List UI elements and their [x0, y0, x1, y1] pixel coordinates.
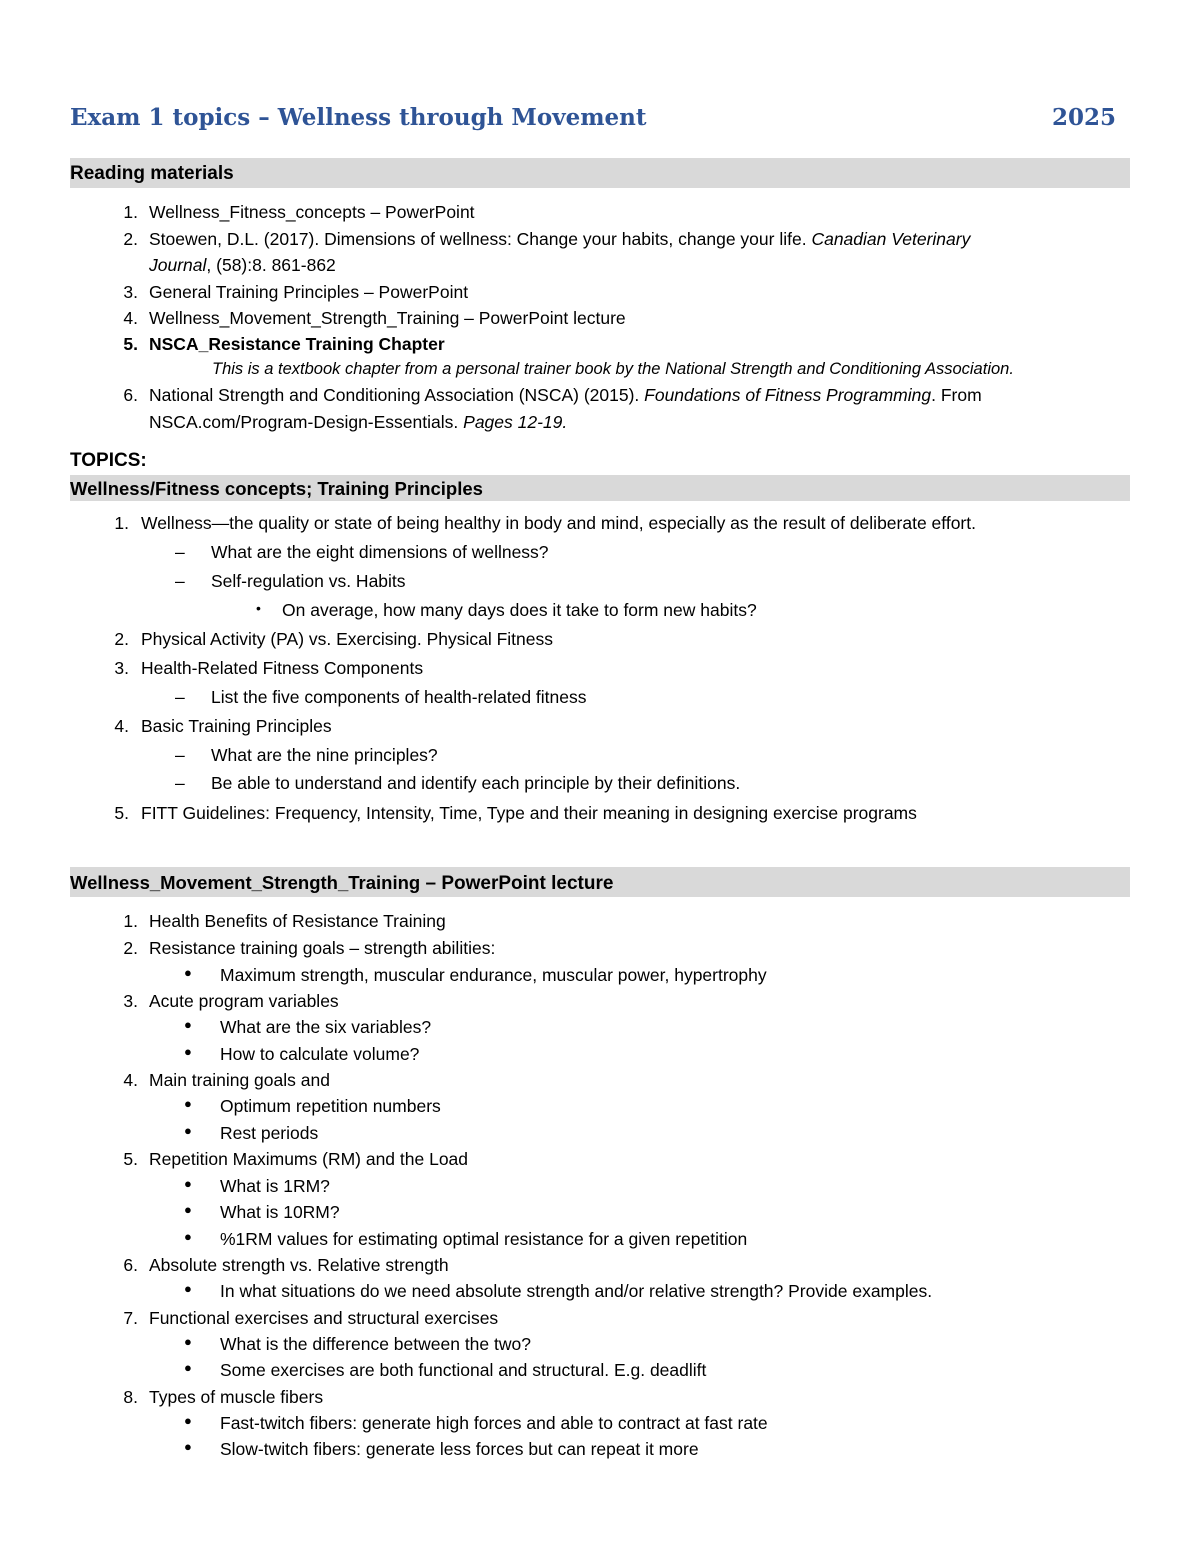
bullet-icon: ● — [184, 1096, 192, 1111]
strength-4-sub-2: Rest periods — [220, 1123, 319, 1143]
topic-item-5: FITT Guidelines: Frequency, Intensity, Time, Type and their meaning in designing exercise programs — [141, 803, 917, 823]
strength-8-sub-1: Fast-twitch fibers: generate high forces and able to contract at fast rate — [220, 1413, 768, 1433]
bullet-icon: ● — [184, 1413, 192, 1428]
topic-item-3: Health-Related Fitness Components — [141, 658, 424, 678]
bullet-icon: ● — [184, 1281, 192, 1296]
strength-item-6: Absolute strength vs. Relative strength — [149, 1255, 449, 1275]
strength-item-5: Repetition Maximums (RM) and the Load — [149, 1149, 469, 1169]
bullet-icon: ● — [184, 1017, 192, 1032]
topics-label: TOPICS: — [70, 450, 147, 471]
dash-icon: – — [175, 571, 185, 591]
strength-8-sub-2: Slow-twitch fibers: generate less forces but can repeat it more — [220, 1439, 699, 1459]
strength-5-sub-1: What is 1RM? — [220, 1176, 330, 1196]
dash-icon: – — [175, 773, 185, 793]
bullet-icon: ● — [184, 1360, 192, 1375]
bullet-icon: • — [256, 600, 261, 616]
topic-item-2: Physical Activity (PA) vs. Exercising. Physical Fitness — [141, 629, 554, 649]
document-title — [70, 104, 1116, 131]
bullet-icon: ● — [184, 1202, 192, 1217]
strength-4-sub-1: Optimum repetition numbers — [220, 1096, 441, 1116]
topic-3-sub-1: List the five components of health-related fitness — [211, 687, 587, 707]
strength-item-1: Health Benefits of Resistance Training — [149, 911, 446, 931]
reading-heading: Reading materials — [70, 158, 1130, 188]
bullet-icon: ● — [184, 1176, 192, 1191]
strength-6-sub-1: In what situations do we need absolute strength and/or relative strength? Provide examples. — [220, 1281, 933, 1301]
topics-heading: Wellness/Fitness concepts; Training Principles — [70, 475, 1130, 501]
strength-item-4: Main training goals and — [149, 1070, 330, 1090]
topic-1-sub-2: Self-regulation vs. Habits — [211, 571, 406, 591]
reading-item-4: Wellness_Movement_Strength_Training – PowerPoint lecture — [149, 308, 626, 328]
reading-item-6-cont: NSCA.com/Program-Design-Essentials. Pages 12-19. — [149, 412, 568, 432]
topic-1-subsub: On average, how many days does it take to form new habits? — [282, 600, 757, 620]
bullet-icon: ● — [184, 1229, 192, 1244]
strength-2-sub-1: Maximum strength, muscular endurance, muscular power, hypertrophy — [220, 965, 767, 985]
reading-item-5-note: This is a textbook chapter from a personal trainer book by the National Strength and Conditioning Association. — [212, 360, 1014, 378]
dash-icon: – — [175, 745, 185, 765]
bullet-icon: ● — [184, 1439, 192, 1454]
strength-heading: Wellness_Movement_Strength_Training – PowerPoint lecture — [70, 867, 1130, 897]
topic-item-1: Wellness—the quality or state of being healthy in body and mind, especially as the result of deliberate effort. — [141, 513, 976, 533]
reading-item-2: Stoewen, D.L. (2017). Dimensions of wellness: Change your habits, change your life. Canadian Veterinary — [149, 229, 971, 249]
bullet-icon: ● — [184, 1334, 192, 1349]
reading-item-2-cont: Journal, (58):8. 861-862 — [149, 255, 336, 275]
strength-7-sub-1: What is the difference between the two? — [220, 1334, 531, 1354]
reading-item-5: NSCA_Resistance Training Chapter — [149, 334, 445, 354]
strength-item-8: Types of muscle fibers — [149, 1387, 324, 1407]
reading-item-3: General Training Principles – PowerPoint — [149, 282, 469, 302]
topic-4-sub-1: What are the nine principles? — [211, 745, 438, 765]
title-text: Exam 1 topics – Wellness through Movement — [70, 104, 647, 131]
strength-7-sub-2: Some exercises are both functional and structural. E.g. deadlift — [220, 1360, 707, 1380]
strength-5-sub-3: %1RM values for estimating optimal resistance for a given repetition — [220, 1229, 748, 1249]
dash-icon: – — [175, 542, 185, 562]
bullet-icon: ● — [184, 1123, 192, 1138]
strength-item-2: Resistance training goals – strength abilities: — [149, 938, 496, 958]
bullet-icon: ● — [184, 1044, 192, 1059]
strength-3-sub-2: How to calculate volume? — [220, 1044, 420, 1064]
strength-item-7: Functional exercises and structural exercises — [149, 1308, 499, 1328]
strength-item-3: Acute program variables — [149, 991, 339, 1011]
reading-item-6: National Strength and Conditioning Association (NSCA) (2015). Foundations of Fitness Programming. From — [149, 385, 982, 405]
reading-item-1: Wellness_Fitness_concepts – PowerPoint — [149, 202, 475, 222]
dash-icon: – — [175, 687, 185, 707]
title-year: 2025 — [1051, 104, 1116, 131]
strength-3-sub-1: What are the six variables? — [220, 1017, 432, 1037]
topic-item-4: Basic Training Principles — [141, 716, 332, 736]
topic-4-sub-2: Be able to understand and identify each principle by their definitions. — [211, 773, 741, 793]
strength-5-sub-2: What is 10RM? — [220, 1202, 340, 1222]
bullet-icon: ● — [184, 965, 192, 980]
topic-1-sub-1: What are the eight dimensions of wellness? — [211, 542, 549, 562]
